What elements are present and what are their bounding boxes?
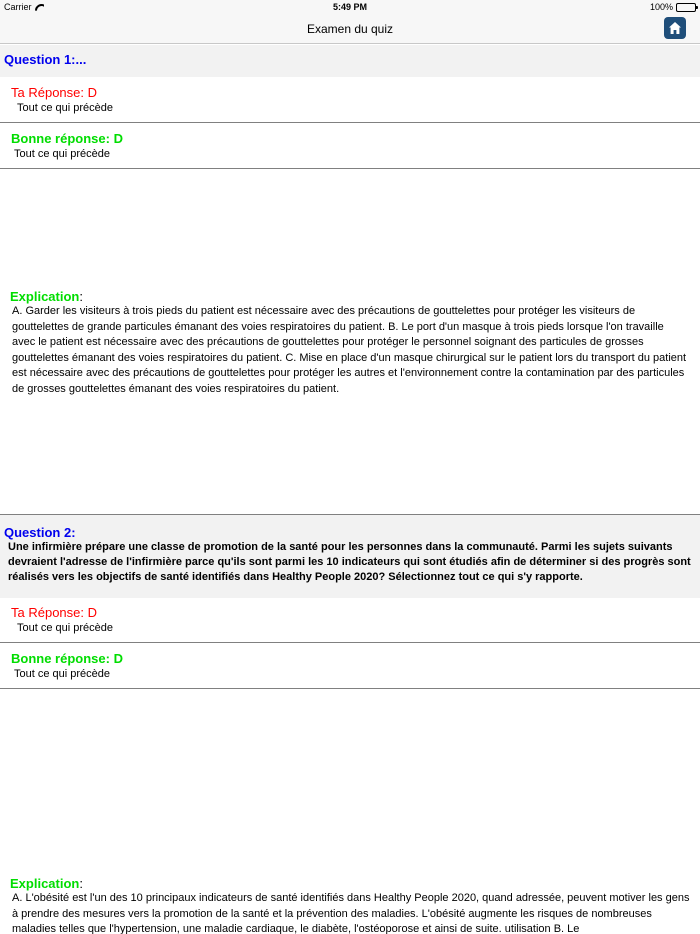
question-2-correct-answer bbox=[0, 643, 700, 689]
correct-answer-label: Bonne réponse: D bbox=[11, 131, 123, 146]
page-title: Examen du quiz bbox=[306, 22, 394, 36]
your-answer-text: Tout ce qui précède bbox=[17, 102, 114, 114]
explication-heading bbox=[10, 876, 690, 891]
home-button[interactable] bbox=[664, 17, 686, 39]
question-2-title bbox=[4, 525, 696, 540]
correct-answer-text: Tout ce qui précède bbox=[14, 148, 111, 160]
question-2-explication bbox=[0, 876, 700, 934]
correct-answer-label: Bonne réponse: D bbox=[11, 651, 123, 666]
question-1-your-answer bbox=[0, 77, 700, 123]
correct-answer-text: Tout ce qui précède bbox=[14, 668, 111, 680]
question-2-text: Une infirmière prépare une classe de promotion de la santé pour les personnes dans la communauté. Parmi les sujets suivants devraient l'adresse de l'infirmière parce qu'ils sont parmi les 10 indicateurs qui sont étudiés afin de déterminer si des progrès sont réalisés vers les objectifs de santé identifiés dans Healthy People 2020? Sélectionnez tout ce qui s'y rapporte. bbox=[8, 541, 691, 583]
question-1-explication bbox=[0, 289, 700, 397]
battery-icon bbox=[676, 3, 696, 12]
question-1-correct-answer bbox=[0, 123, 700, 169]
status-time: 5:49 PM bbox=[332, 2, 367, 12]
status-bar bbox=[0, 0, 700, 14]
home-icon bbox=[668, 21, 682, 35]
your-answer-text: Tout ce qui précède bbox=[17, 622, 114, 634]
question-2-title-text: Question 2 bbox=[4, 525, 72, 540]
explication-colon: : bbox=[79, 289, 83, 304]
explication-text: A. L'obésité est l'un des 10 principaux indicateurs de santé identifiés dans Healthy People 2020, quand adressée, peuvent motiver les gens à prendre des mesures vers la promotion de la santé et la prévention des maladies. L'obésité augmente les risques de nombreuses maladies telles que l'hypertension, une maladie cardiaque, le diabète, l'ostéoporose et ainsi de suite. utilisation B. Le bbox=[12, 892, 690, 934]
question-1-title: Question 1:... bbox=[4, 52, 87, 67]
explication-label: Explication bbox=[10, 876, 80, 891]
question-2-header bbox=[0, 515, 700, 598]
status-right bbox=[650, 2, 696, 12]
explication-heading bbox=[10, 289, 690, 304]
carrier-label: Carrier bbox=[4, 2, 32, 12]
explication-text: A. Garder les visiteurs à trois pieds du patient est nécessaire avec des précautions de gouttelettes pour protéger les visiteurs de gouttelettes de grande particules émanant des voies respiratoires du patient. B. Le port d'un masque à trois pieds lorsque l'on travaille avec le patient est nécessaire avec des précautions de gouttelettes pour protéger le personnel soignant des particules de grosses gouttelettes émanant des voies respiratoires du patient. C. Mise en place d'un masque chirurgical sur le patient lors du transport du patient est nécessaire avec des précautions de gouttelettes pour protéger les autres et l'environnement contre la contamination par des particules de grosses gouttelettes émanant des voies respiratoires du patient. bbox=[12, 305, 687, 395]
explication-colon: : bbox=[79, 876, 83, 891]
battery-percent: 100% bbox=[649, 2, 673, 12]
your-answer-label: Ta Réponse: D bbox=[11, 605, 97, 620]
your-answer-label: Ta Réponse: D bbox=[11, 85, 97, 100]
question-2-your-answer bbox=[0, 597, 700, 643]
question-1-header bbox=[0, 45, 700, 77]
navigation-bar bbox=[0, 14, 700, 44]
explication-label: Explication bbox=[10, 289, 80, 304]
question-2-title-colon: : bbox=[71, 525, 76, 540]
